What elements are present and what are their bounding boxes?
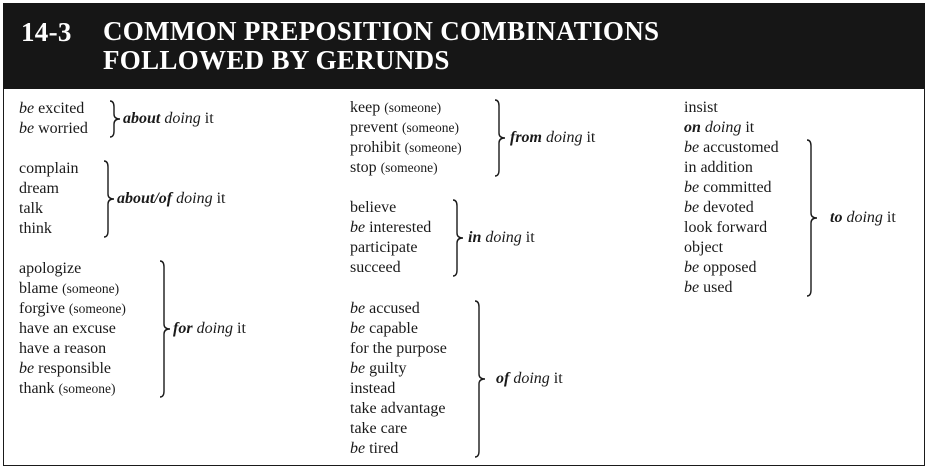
item-text: committed xyxy=(699,179,772,196)
gerund-doing: doing xyxy=(846,209,883,226)
preposition: about/of xyxy=(117,190,173,207)
list-item xyxy=(19,219,52,239)
item-text: devoted xyxy=(699,199,754,216)
item-text: accused xyxy=(365,300,420,317)
list-item xyxy=(350,158,438,178)
preposition-phrase xyxy=(468,228,535,248)
object-it: it xyxy=(212,190,226,207)
item-text: believe xyxy=(350,199,397,216)
brace-icon xyxy=(109,99,121,139)
be-word: be xyxy=(350,300,366,317)
be-word: be xyxy=(350,360,366,377)
preposition-phrase xyxy=(117,189,225,209)
item-text: for the purpose xyxy=(350,340,447,357)
preposition-phrase xyxy=(830,208,896,228)
item-text: prevent xyxy=(350,119,402,136)
gerund-doing: doing xyxy=(704,119,742,136)
object-it: it xyxy=(549,370,563,387)
list-item xyxy=(350,118,459,138)
list-item xyxy=(684,238,723,258)
be-word: be xyxy=(19,360,35,377)
gerund-doing: doing xyxy=(164,110,201,127)
item-text: in addition xyxy=(684,159,753,176)
gerund-doing: doing xyxy=(196,320,234,337)
item-text: think xyxy=(19,220,52,237)
be-word: be xyxy=(19,100,35,117)
someone-note: (someone) xyxy=(62,281,120,296)
list-item xyxy=(350,238,418,258)
object-it: it xyxy=(233,320,246,337)
item-text: responsible xyxy=(34,360,111,377)
item-text: blame xyxy=(19,280,63,297)
table-title xyxy=(103,17,659,75)
list-item xyxy=(19,99,84,119)
item-text: object xyxy=(684,239,724,256)
object-it: it xyxy=(200,110,214,127)
preposition: on xyxy=(684,119,701,136)
be-word: be xyxy=(350,320,366,337)
list-item xyxy=(684,138,779,158)
object-it: it xyxy=(741,119,755,136)
preposition-phrase xyxy=(123,109,214,129)
be-word: be xyxy=(684,139,700,156)
list-item xyxy=(350,419,407,439)
item-text: thank xyxy=(19,380,59,397)
object-it: it xyxy=(582,129,596,146)
item-text: keep xyxy=(350,99,385,116)
list-item xyxy=(350,299,420,319)
list-item xyxy=(19,359,111,379)
list-item xyxy=(19,379,116,399)
gerund-doing: doing xyxy=(485,229,522,246)
be-word: be xyxy=(19,120,35,137)
item-text: participate xyxy=(350,239,418,256)
list-item xyxy=(350,339,447,359)
list-item xyxy=(684,98,754,138)
gerund-doing: doing xyxy=(176,190,213,207)
preposition: for xyxy=(173,320,193,337)
list-item xyxy=(19,259,81,279)
item-text: complain xyxy=(19,160,79,177)
gerund-doing: doing xyxy=(546,129,583,146)
item-text: have an excuse xyxy=(19,320,116,337)
brace-icon xyxy=(806,138,818,298)
list-item xyxy=(684,158,753,178)
item-text: accustomed xyxy=(699,139,779,156)
list-item xyxy=(350,218,431,238)
table-number: 14-3 xyxy=(21,17,72,47)
someone-note: (someone) xyxy=(384,100,442,115)
be-word: be xyxy=(684,259,700,276)
brace-icon xyxy=(452,198,464,278)
item-text: have a reason xyxy=(19,340,107,357)
be-word: be xyxy=(684,199,700,216)
list-item xyxy=(19,199,43,219)
list-item xyxy=(684,278,732,298)
list-item xyxy=(350,359,406,379)
preposition-phrase xyxy=(496,369,563,389)
brace-icon xyxy=(474,299,486,459)
list-item xyxy=(684,258,756,278)
item-text: used xyxy=(699,279,733,296)
preposition: from xyxy=(510,129,542,146)
someone-note: (someone) xyxy=(404,140,462,155)
item-text: insist xyxy=(684,99,718,116)
someone-note: (someone) xyxy=(401,120,459,135)
item-text: talk xyxy=(19,200,43,217)
list-item xyxy=(350,258,401,278)
item-text: prohibit xyxy=(350,139,405,156)
brace-icon xyxy=(159,259,171,399)
list-item xyxy=(350,319,418,339)
someone-note: (someone) xyxy=(58,381,116,396)
list-item xyxy=(684,218,767,238)
list-item xyxy=(19,299,126,319)
list-item xyxy=(19,179,59,199)
item-text: capable xyxy=(365,320,418,337)
preposition: about xyxy=(123,110,161,127)
list-item xyxy=(350,379,395,399)
list-item xyxy=(350,399,446,419)
title-line-2: FOLLOWED BY GERUNDS xyxy=(103,45,450,75)
preposition-phrase xyxy=(173,319,246,339)
item-text: tired xyxy=(365,440,399,457)
list-item xyxy=(684,198,754,218)
be-word: be xyxy=(350,219,366,236)
preposition: of xyxy=(496,370,510,387)
list-item xyxy=(19,279,119,299)
brace-icon xyxy=(494,98,506,178)
item-text: take care xyxy=(350,420,408,437)
someone-note: (someone) xyxy=(68,301,126,316)
list-item xyxy=(19,339,106,359)
table-header xyxy=(3,3,925,89)
preposition: in xyxy=(468,229,482,246)
list-item xyxy=(350,98,441,118)
item-text: interested xyxy=(365,219,432,236)
item-text: guilty xyxy=(365,360,407,377)
list-item xyxy=(19,159,79,179)
item-text: succeed xyxy=(350,259,401,276)
list-item xyxy=(350,439,398,459)
brace-icon xyxy=(103,159,115,239)
item-text: apologize xyxy=(19,260,82,277)
list-item xyxy=(350,138,462,158)
someone-note: (someone) xyxy=(380,160,438,175)
item-text: take advantage xyxy=(350,400,446,417)
be-word: be xyxy=(684,279,700,296)
item-text: instead xyxy=(350,380,396,397)
list-item xyxy=(684,178,772,198)
object-it: it xyxy=(882,209,896,226)
be-word: be xyxy=(350,440,366,457)
list-item xyxy=(19,119,88,139)
item-text: worried xyxy=(34,120,88,137)
be-word: be xyxy=(684,179,700,196)
preposition: to xyxy=(830,209,843,226)
list-item xyxy=(350,198,396,218)
preposition-phrase xyxy=(684,118,754,138)
item-text: stop xyxy=(350,159,381,176)
item-text: look forward xyxy=(684,219,768,236)
item-text: dream xyxy=(19,180,59,197)
item-text: excited xyxy=(34,100,85,117)
item-text: opposed xyxy=(699,259,757,276)
gerund-doing: doing xyxy=(513,370,550,387)
preposition-phrase xyxy=(510,128,595,148)
object-it: it xyxy=(521,229,535,246)
item-text: forgive xyxy=(19,300,69,317)
list-item xyxy=(19,319,116,339)
title-line-1: COMMON PREPOSITION COMBINATIONS xyxy=(103,16,660,46)
